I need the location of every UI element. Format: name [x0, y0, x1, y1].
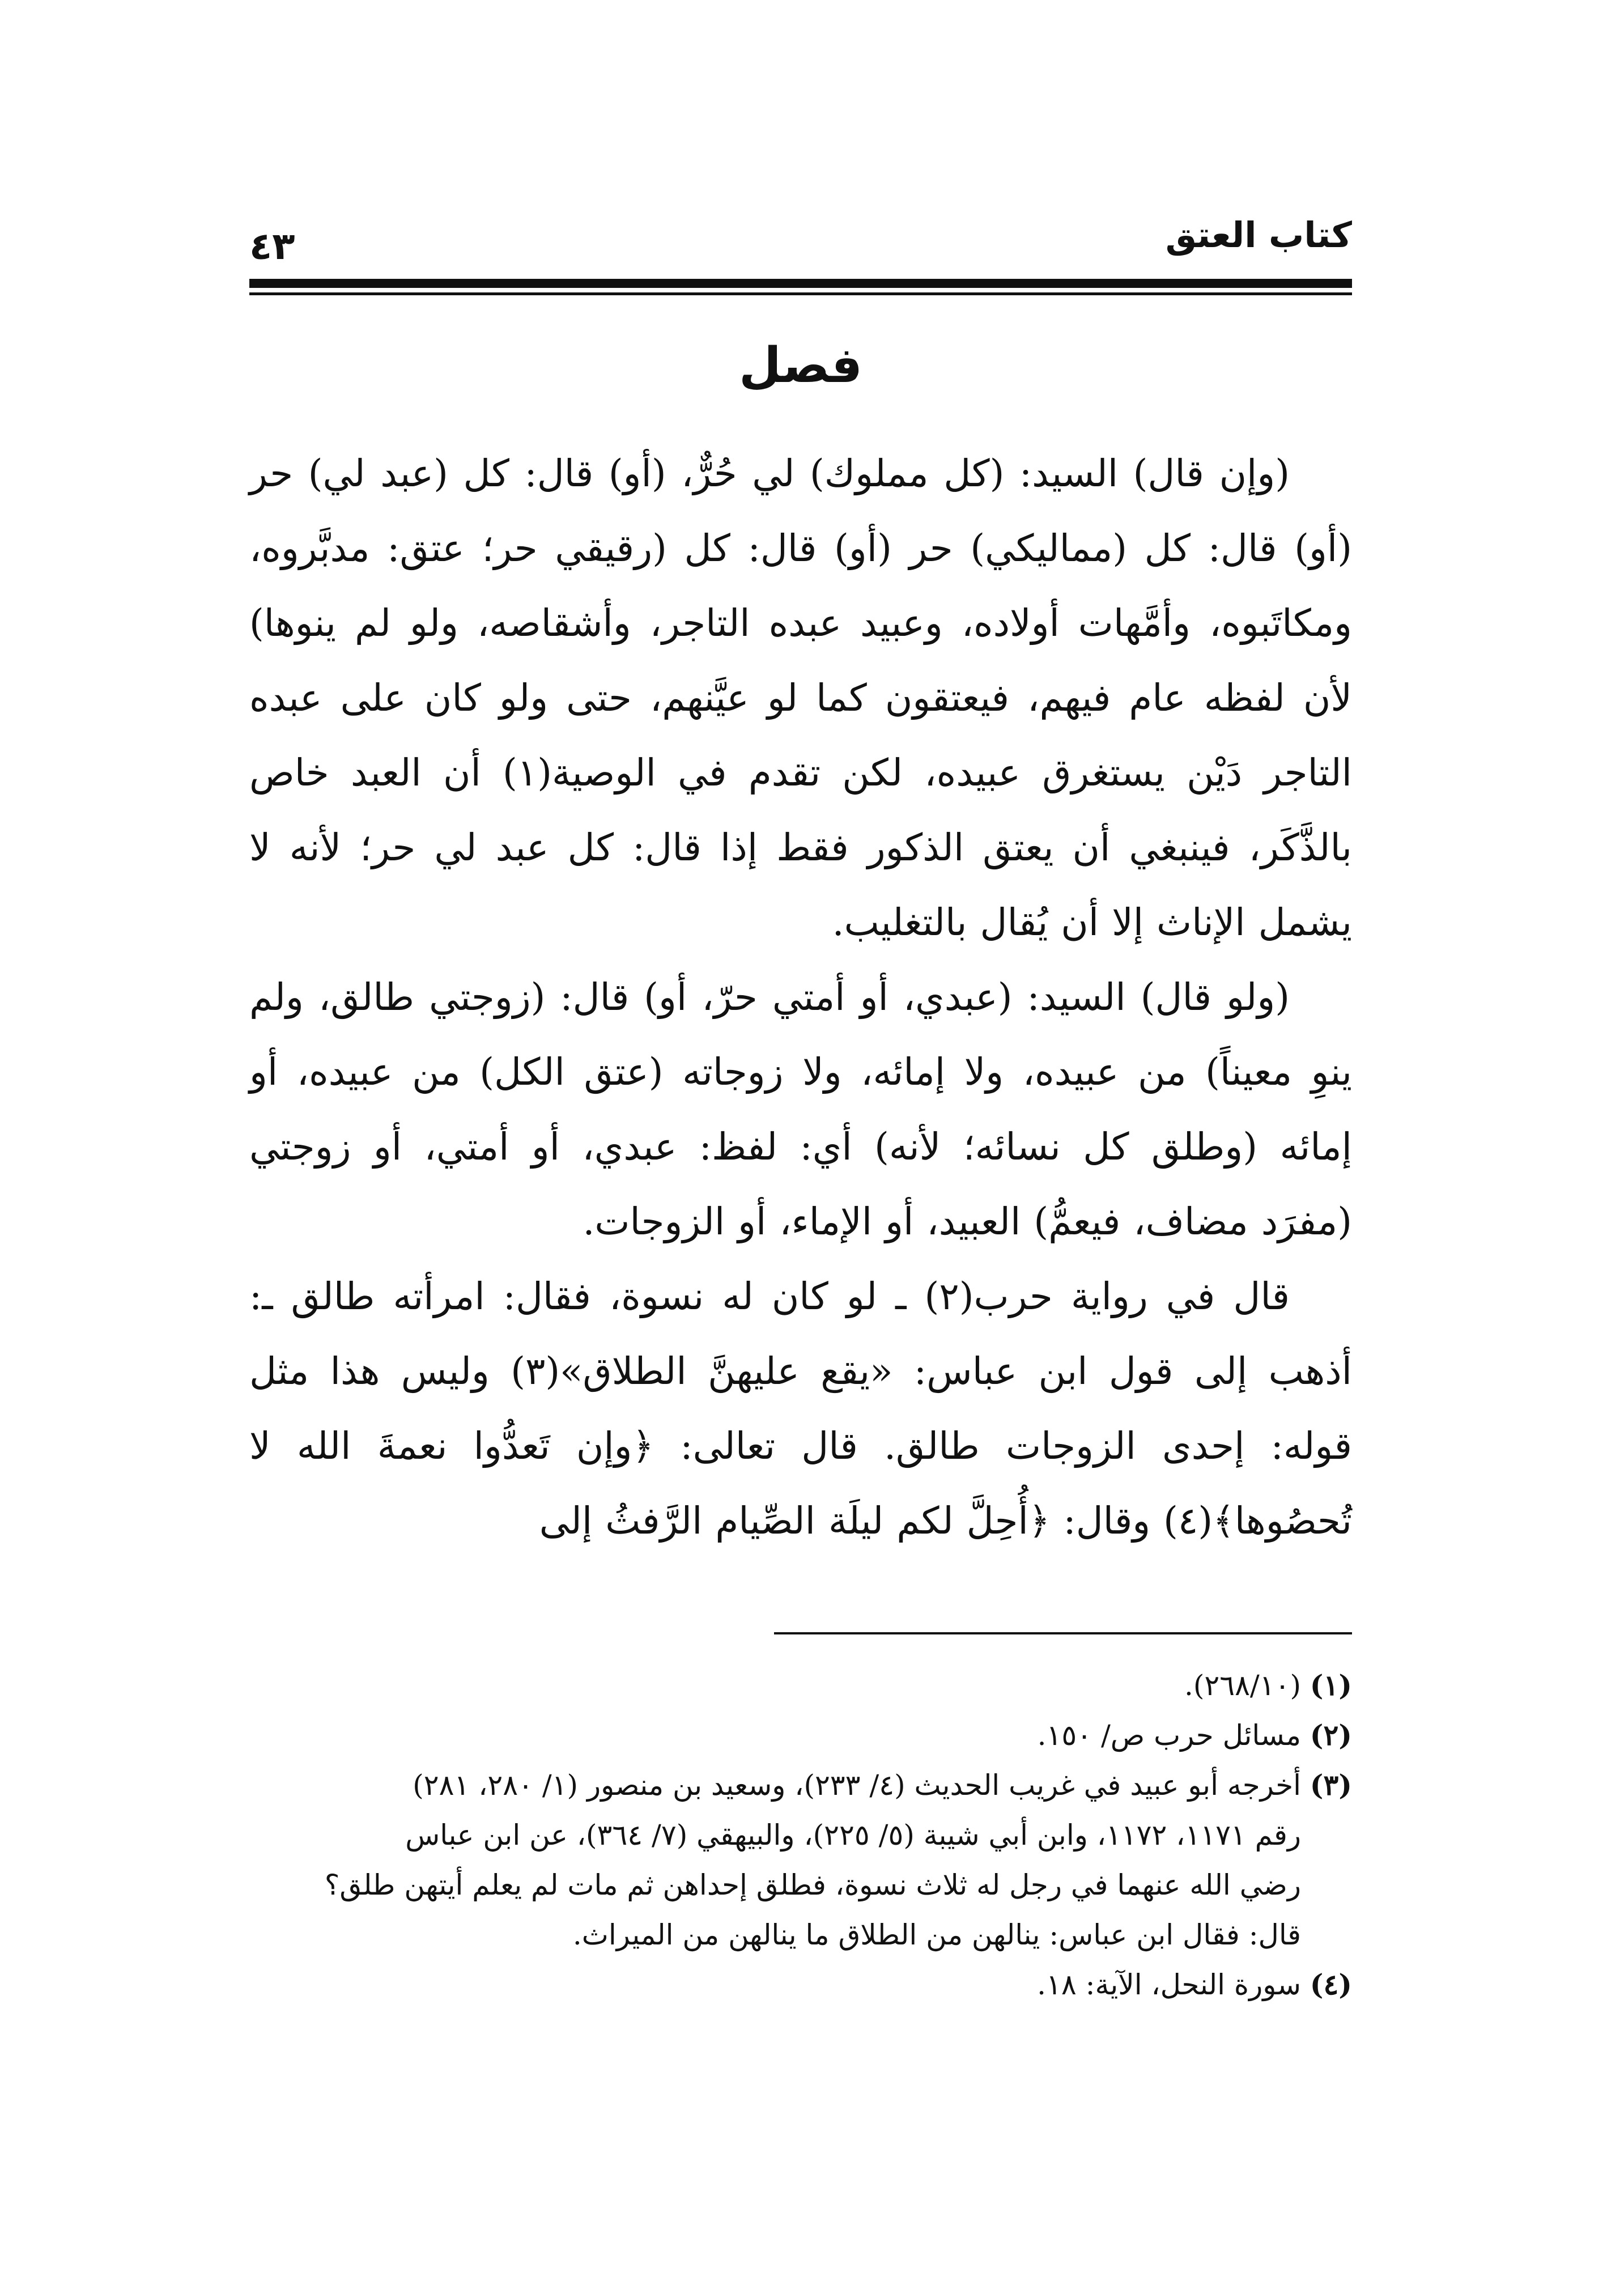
header-rule-thin	[249, 292, 1352, 295]
footnote-number: (٢)	[1310, 1718, 1352, 1752]
footnote-2	[249, 1710, 1352, 1760]
footnote-text: أخرجه أبو عبيد في غريب الحديث (٤/ ٢٣٣)، وسعيد بن منصور (١/ ٢٨٠، ٢٨١)	[413, 1769, 1301, 1802]
running-header-title: كتاب العتق	[1165, 214, 1352, 256]
footnote-text: سورة النحل، الآية: ١٨.	[1037, 1968, 1301, 2001]
footnote-number: (١)	[1310, 1668, 1352, 1702]
paragraph-1: (وإن قال) السيد: (كل مملوك) لي حُرٌّ، (أو) قال: كل (عبد لي) حر (أو) قال: كل (مماليكي) حر (أو) قال: كل (رقيقي حر؛ عتق: مدبَّروه، ومكاتَبوه، وأمَّهات أولاده، وعبيد عبده التاجر، وأشقاصه، ولو لم ينوها) لأن لفظه عام فيهم، فيعتقون كما لو عيَّنهم، حتى ولو كان على عبده التاجر دَيْن يستغرق عبيده، لكن تقدم في الوصية(١) أن العبد خاص بالذَّكَر، فينبغي أن يعتق الذكور فقط إذا قال: كل عبد لي حر؛ لأنه لا يشمل الإناث إلا أن يُقال بالتغليب.	[249, 452, 1352, 944]
footnote-3	[249, 1760, 1352, 1810]
section-title: فصل	[739, 337, 862, 394]
footnotes	[249, 1661, 1352, 2010]
paragraph-2: (ولو قال) السيد: (عبدي، أو أمتي حرّ، أو) قال: (زوجتي طالق، ولم ينوِ معيناً) من عبيده، ولا إمائه، ولا زوجاته (عتق الكل) من عبيده، أو إمائه (وطلق كل نسائه؛ لأنه) أي: لفظ: عبدي، أو أمتي، أو زوجتي (مفرَد مضاف، فيعمُّ) العبيد، أو الإماء، أو الزوجات.	[249, 975, 1352, 1243]
footnote-text: مسائل حرب ص/ ١٥٠.	[1037, 1719, 1301, 1752]
footnote-number: (٣)	[1310, 1768, 1352, 1802]
page-number: ٤٣	[249, 224, 295, 268]
paragraph-3: قال في رواية حرب(٢) ـ لو كان له نسوة، فقال: امرأته طالق ـ: أذهب إلى قول ابن عباس: «يقع عليهنَّ الطلاق»(٣) وليس هذا مثل قوله: إحدى الزوجات طالق. قال تعالى: ﴿وإن تَعدُّوا نعمةَ الله لا تُحصُوها﴾(٤) وقال: ﴿أُحِلَّ لكم ليلَة الصِّيام الرَّفثُ إلى	[249, 1275, 1352, 1543]
footnote-3-continued: قال: فقال ابن عباس: ينالهن من الطلاق ما ينالهن من الميراث.	[572, 1918, 1301, 1951]
header-rule-thick	[249, 279, 1352, 288]
footnote-1	[249, 1661, 1352, 1710]
main-text	[249, 436, 1352, 1559]
footnote-number: (٤)	[1310, 1968, 1352, 2001]
footnote-text: (٢٦٨/١٠).	[1184, 1669, 1301, 1702]
footnote-3-continued: رقم ١١٧١، ١١٧٢، وابن أبي شيبة (٥/ ٢٢٥)، والبيهقي (٧/ ٣٦٤)، عن ابن عباس	[405, 1819, 1301, 1852]
footnote-3-continued: رضي الله عنهما في رجل له ثلاث نسوة، فطلق إحداهن ثم مات لم يعلم أيتهن طلق؟	[324, 1869, 1301, 1901]
footnote-separator	[774, 1632, 1352, 1634]
footnote-4	[249, 1960, 1352, 2010]
running-header	[249, 210, 1352, 272]
